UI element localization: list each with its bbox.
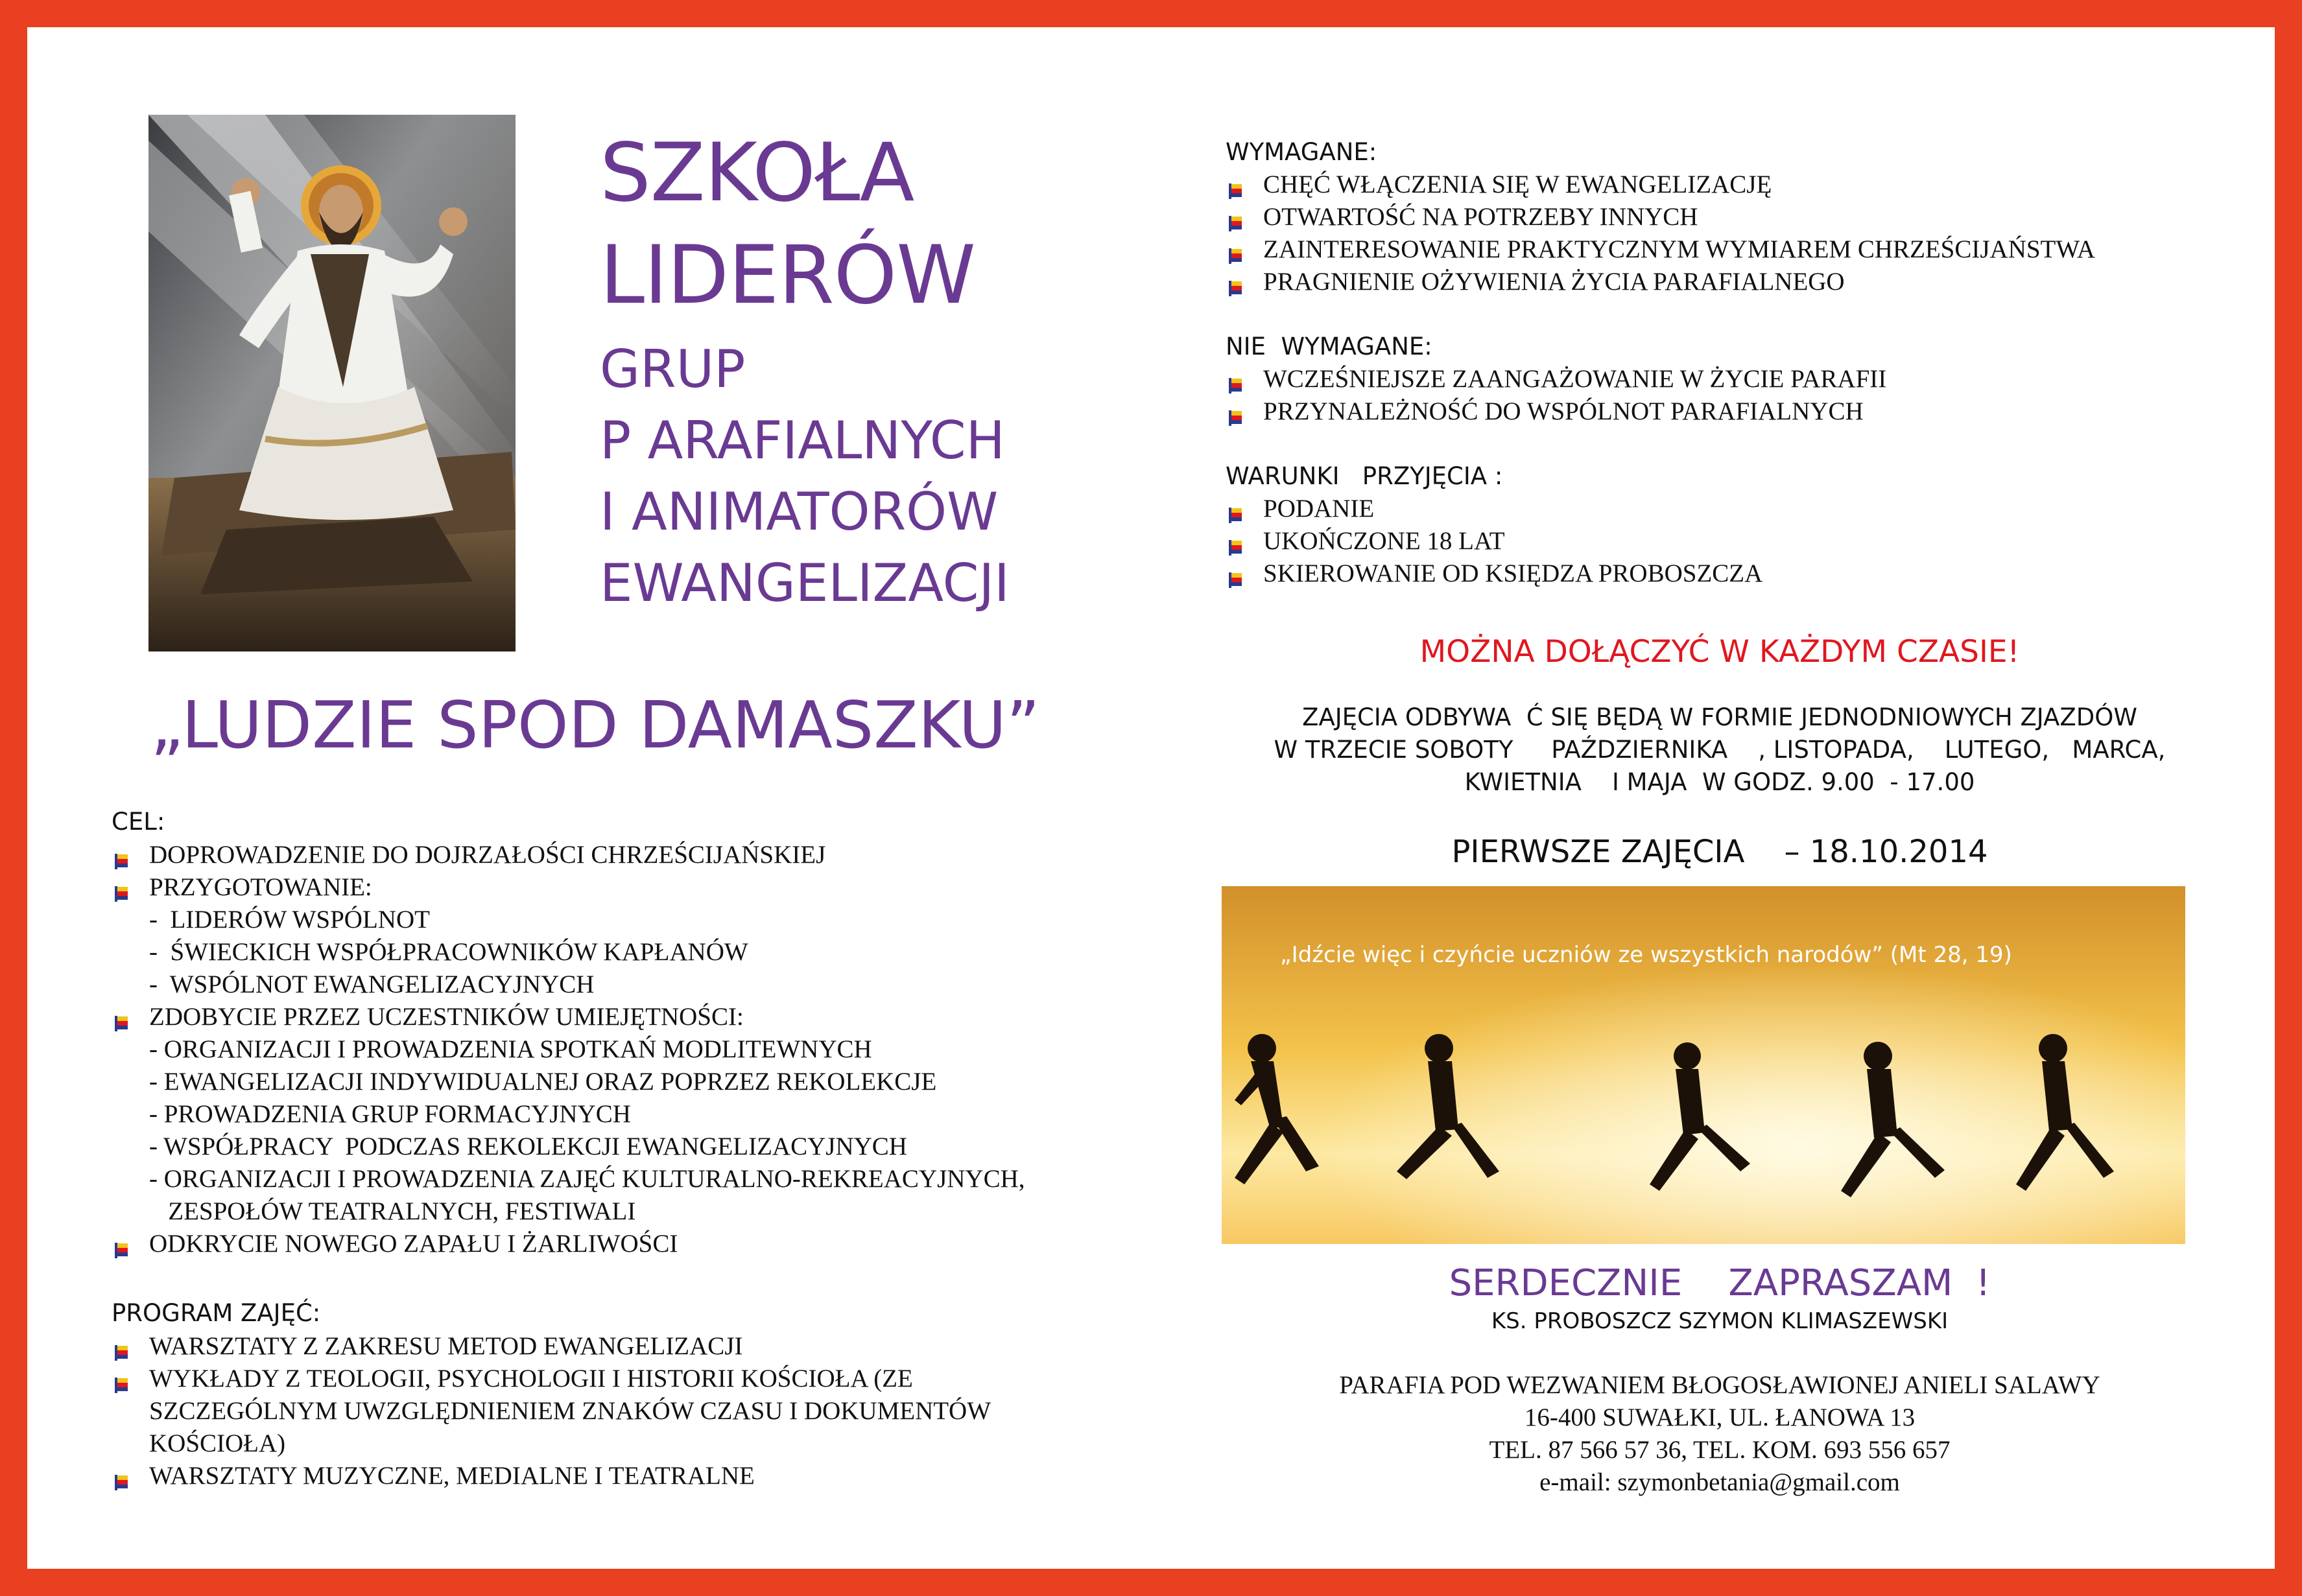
cel-heading: CEL: [112, 808, 165, 836]
nie-wymagane-section [1226, 331, 2250, 428]
contact-parish: PARAFIA POD WEZWANIEM BŁOGOSŁAWIONEJ ANIELI SALAWY [1339, 1371, 2100, 1399]
program-item-text: WARSZTATY MUZYCZNE, MEDIALNE I TEATRALNE [149, 1462, 755, 1490]
program-section [112, 1297, 1097, 1492]
program-item-text: WYKŁADY Z TEOLOGII, PSYCHOLOGII I HISTORII KOŚCIOŁA (ZE SZCZEGÓLNYM UWZGLĘDNIENIEM ZNAKÓW CZASU I DOKUMENTÓW KOŚCIOŁA) [149, 1365, 991, 1457]
cel-item-text: DOPROWADZENIE DO DOJRZAŁOŚCI CHRZEŚCIJAŃSKIEJ [149, 841, 826, 869]
cel-subitem: - PROWADZENIA GRUP FORMACYJNYCH [149, 1100, 631, 1128]
contact-phones: TEL. 87 566 57 36, TEL. KOM. 693 556 657 [1489, 1436, 1951, 1464]
cel-item [112, 1001, 1162, 1228]
banner-quote: „Idźcie więc i czyńcie uczniów ze wszystkich narodów” (Mt 28, 19) [1280, 942, 2012, 968]
contact-email[interactable]: e-mail: szymonbetania@gmail.com [1539, 1468, 1900, 1496]
flag-bullet-icon [1226, 176, 1245, 194]
cel-subitem: ZESPOŁÓW TEATRALNYCH, FESTIWALI [149, 1197, 636, 1225]
flag-bullet-icon [1226, 533, 1245, 551]
nie-wymagane-item-text: WCZEŚNIEJSZE ZAANGAŻOWANIE W ŻYCIE PARAFII [1263, 365, 1887, 393]
cel-subitem: - ORGANIZACJI I PROWADZENIA ZAJĘĆ KULTURALNO-REKREACYJNYCH, [149, 1165, 1025, 1193]
flag-bullet-icon [1226, 403, 1245, 421]
saint-paul-conversion-painting [148, 115, 516, 651]
program-item-text: WARSZTATY Z ZAKRESU METOD EWANGELIZACJI [149, 1332, 743, 1360]
wymagane-item [1226, 169, 2250, 201]
wymagane-heading: WYMAGANE: [1226, 138, 1377, 166]
schedule-line-2: W TRZECIE SOBOTY PAŹDZIERNIKA , LISTOPADA, LUTEGO, MARCA, [1274, 736, 2166, 764]
wymagane-section [1226, 136, 2250, 298]
cel-section [112, 805, 1162, 1260]
nie-wymagane-item [1226, 363, 2250, 395]
wymagane-item-text: OTWARTOŚĆ NA POTRZEBY INNYCH [1263, 203, 1698, 231]
join-anytime-notice: MOŻNA DOŁĄCZYĆ W KAŻDYM CZASIE! [1419, 634, 2020, 670]
nie-wymagane-heading: NIE WYMAGANE: [1226, 333, 1432, 360]
flag-bullet-icon [1226, 241, 1245, 259]
motto: „LUDZIE SPOD DAMASZKU” [150, 687, 1040, 763]
title-line-4: P ARAFIALNYCH [600, 410, 1005, 471]
flag-bullet-icon [112, 1468, 131, 1486]
title-line-6: EWANGELIZACJI [600, 553, 1010, 613]
flag-bullet-icon [112, 1338, 131, 1356]
cel-subitem: - WSPÓŁPRACY PODCZAS REKOLEKCJI EWANGELIZACYJNYCH [149, 1132, 907, 1160]
cel-subitem: - LIDERÓW WSPÓLNOT [149, 906, 430, 933]
contact-block [1214, 1369, 2225, 1499]
title-line-2: LIDERÓW [600, 229, 975, 322]
flag-bullet-icon [112, 1370, 131, 1389]
warunki-list [1226, 493, 2250, 590]
flag-bullet-icon [112, 847, 131, 865]
warunki-item-text: PODANIE [1263, 495, 1375, 522]
warunki-item [1226, 493, 2250, 525]
runners-banner [1222, 886, 2185, 1244]
cel-list [112, 839, 1162, 1260]
invitation: SERDECZNIE ZAPRASZAM ! [1449, 1262, 1991, 1304]
wymagane-item [1226, 201, 2250, 233]
warunki-section [1226, 460, 2250, 590]
first-class-date: PIERWSZE ZAJĘCIA – 18.10.2014 [1451, 834, 1988, 870]
warunki-item-text: SKIEROWANIE OD KSIĘDZA PROBOSZCZA [1263, 559, 1763, 587]
flag-bullet-icon [112, 1009, 131, 1027]
cel-item [112, 839, 1162, 871]
nie-wymagane-list [1226, 363, 2250, 428]
schedule-line-3: KWIETNIA I MAJA W GODZ. 9.00 - 17.00 [1464, 768, 1975, 796]
flag-bullet-icon [1226, 500, 1245, 519]
flag-bullet-icon [1226, 371, 1245, 389]
cel-subitem: - WSPÓLNOT EWANGELIZACYJNYCH [149, 970, 595, 998]
painting-svg [148, 115, 516, 651]
title-line-1: SZKOŁA [600, 126, 914, 220]
wymagane-item [1226, 233, 2250, 266]
program-item [112, 1460, 1097, 1492]
warunki-heading: WARUNKI PRZYJĘCIA : [1226, 462, 1503, 490]
flag-bullet-icon [112, 879, 131, 897]
cel-subitem: - ORGANIZACJI I PROWADZENIA SPOTKAŃ MODLITEWNYCH [149, 1035, 872, 1063]
program-item [112, 1330, 1097, 1363]
schedule-block [1214, 701, 2225, 799]
flag-bullet-icon [1226, 274, 1245, 292]
warunki-item-text: UKOŃCZONE 18 LAT [1263, 527, 1505, 555]
program-list [112, 1330, 1097, 1492]
program-item [112, 1363, 1070, 1460]
wymagane-item-text: ZAINTERESOWANIE PRAKTYCZNYM WYMIAREM CHRZEŚCIJAŃSTWA [1263, 235, 2096, 263]
warunki-item [1226, 557, 2250, 590]
wymagane-item-text: PRAGNIENIE OŻYWIENIA ŻYCIA PARAFIALNEGO [1263, 268, 1845, 296]
wymagane-item [1226, 266, 2250, 298]
cel-item [112, 871, 1162, 1001]
cel-subitem: - EWANGELIZACJI INDYWIDUALNEJ ORAZ POPRZEZ REKOLEKCJE [149, 1068, 937, 1096]
title-line-3: GRUP [600, 339, 746, 399]
program-heading: PROGRAM ZAJĘĆ: [112, 1299, 321, 1327]
poster-page [27, 27, 2275, 1569]
title-line-5: I ANIMATORÓW [600, 482, 999, 542]
flag-bullet-icon [1226, 209, 1245, 227]
flag-bullet-icon [1226, 565, 1245, 583]
wymagane-item-text: CHĘĆ WŁĄCZENIA SIĘ W EWANGELIZACJĘ [1263, 170, 1772, 198]
contact-address: 16-400 SUWAŁKI, UL. ŁANOWA 13 [1524, 1403, 1916, 1431]
cel-item-text: PRZYGOTOWANIE: [149, 873, 372, 901]
cel-subitem: - ŚWIECKICH WSPÓŁPRACOWNIKÓW KAPŁANÓW [149, 938, 748, 966]
signature: KS. PROBOSZCZ SZYMON KLIMASZEWSKI [1491, 1308, 1949, 1334]
cel-item [112, 1228, 1162, 1260]
wymagane-list [1226, 169, 2250, 298]
flag-bullet-icon [112, 1236, 131, 1254]
warunki-item [1226, 525, 2250, 557]
schedule-line-1: ZAJĘCIA ODBYWA Ć SIĘ BĘDĄ W FORMIE JEDNODNIOWYCH ZJAZDÓW [1302, 703, 2137, 731]
sunset-runners-image [1222, 886, 2185, 1244]
cel-item-text: ODKRYCIE NOWEGO ZAPAŁU I ŻARLIWOŚCI [149, 1230, 678, 1258]
nie-wymagane-item [1226, 395, 2250, 428]
nie-wymagane-item-text: PRZYNALEŻNOŚĆ DO WSPÓLNOT PARAFIALNYCH [1263, 397, 1864, 425]
cel-item-text: ZDOBYCIE PRZEZ UCZESTNIKÓW UMIEJĘTNOŚCI: [149, 1003, 744, 1031]
